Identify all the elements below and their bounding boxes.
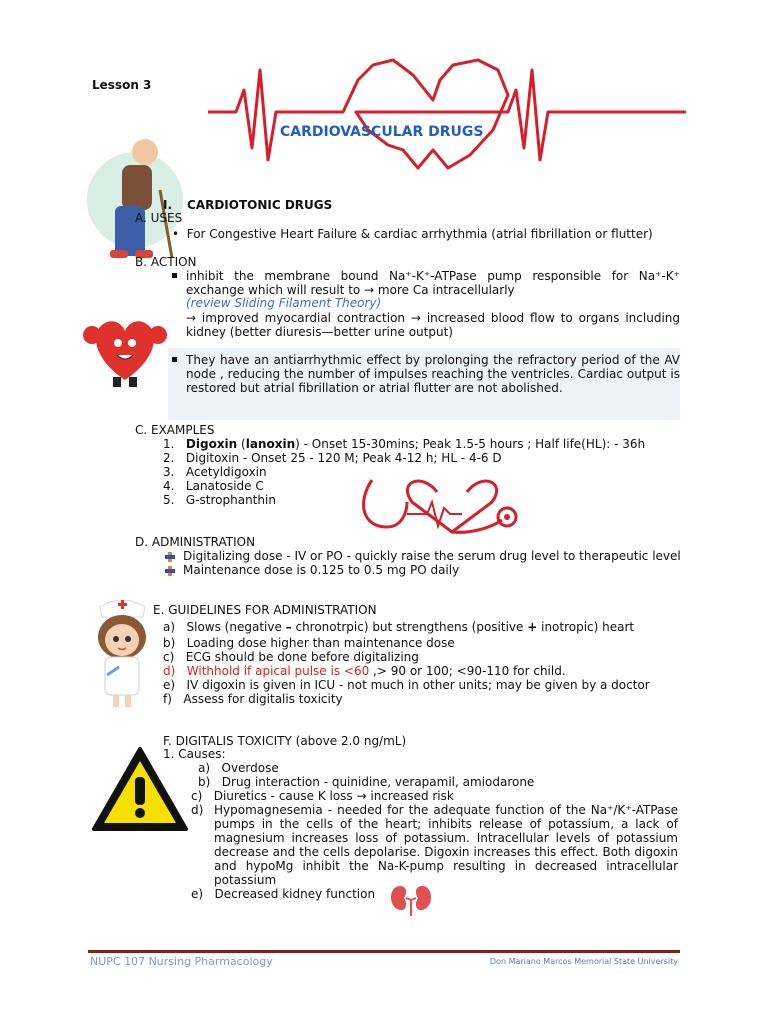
administration-item-1: Digitalizing dose - IV or PO - quickly raise the serum drug level to therapeutic level (165, 549, 681, 563)
action-item-2: They have an antiarrhythmic effect by prolonging the refractory period of the AV node , reducing the number of impulses reaching the ventricles. Cardiac output is restored but atrial fibrillation or atrial flutter are not abolished. (172, 353, 680, 395)
example-4: 4. Lanatoside C (163, 479, 264, 493)
cause-c: c) Diuretics - cause K loss → increased risk (191, 789, 454, 803)
guideline-c: c) ECG should be done before digitalizing (163, 650, 419, 664)
lesson-label: Lesson 3 (92, 78, 152, 92)
guidelines-heading: E. GUIDELINES FOR ADMINISTRATION (153, 603, 377, 617)
plus-bullet-icon (165, 552, 175, 562)
strong-heart-mascot (80, 305, 170, 390)
square-bullet-icon (172, 357, 177, 362)
nurse-illustration (85, 595, 160, 710)
heartbeat-heart-graphic (208, 50, 686, 180)
example-3: 3. Acetyldigoxin (163, 465, 267, 479)
guideline-f: f) Assess for digitalis toxicity (163, 692, 343, 706)
square-bullet-icon (172, 273, 177, 278)
toxicity-heading: F. DIGITALIS TOXICITY (above 2.0 ng/mL) (163, 734, 407, 748)
section-number: I. (163, 198, 173, 212)
cause-e: e) Decreased kidney function (191, 887, 376, 901)
stethoscope-heart-icon (352, 472, 522, 540)
footer-rule (88, 950, 680, 953)
administration-heading: D. ADMINISTRATION (135, 535, 256, 549)
uses-item: • For Congestive Heart Failure & cardiac arrhythmia (atrial fibrillation or flutter) (172, 227, 653, 241)
guideline-d: d) Withhold if apical pulse is <60 ,> 90 or 100; <90-110 for child. (163, 664, 566, 678)
cause-d-num: d) (191, 803, 204, 817)
footer-university: Don Mariano Marcos Memorial State University (489, 957, 678, 966)
review-note: (review Sliding Filament Theory) (186, 296, 382, 310)
guideline-e: e) IV digoxin is given in ICU - not much in other units; may be given by a doctor (163, 678, 650, 692)
guideline-b: b) Loading dose higher than maintenance dose (163, 636, 455, 650)
footer-course: NUPC 107 Nursing Pharmacology (90, 955, 273, 968)
examples-heading: C. EXAMPLES (135, 423, 215, 437)
guideline-a: a) Slows (negative – chronotrpic) but strengthens (positive + inotropic) heart (163, 620, 635, 634)
plus-bullet-icon (165, 566, 175, 576)
page-title: CARDIOVASCULAR DRUGS (280, 124, 484, 140)
kidney-icon (386, 882, 436, 918)
action-heading: B. ACTION (135, 255, 197, 269)
example-1: 1. Digoxin (lanoxin) - Onset 15-30mins; Peak 1.5-5 hours ; Half life(HL): - 36h (163, 437, 646, 451)
causes-heading: 1. Causes: (163, 747, 226, 761)
administration-item-2: Maintenance dose is 0.125 to 0.5 mg PO daily (165, 563, 459, 577)
action-item-1b: → improved myocardial contraction → increased blood flow to organs including kidney (better diuresis—better urine output) (186, 311, 680, 339)
cause-a: a) Overdose (198, 761, 279, 775)
section-title-cardiotonic: CARDIOTONIC DRUGS (187, 198, 333, 212)
cause-b: b) Drug interaction - quinidine, verapamil, amiodarone (198, 775, 535, 789)
bullet-dot-icon: • (172, 227, 187, 241)
example-5: 5. G-strophanthin (163, 493, 276, 507)
action-item-1: inhibit the membrane bound Na⁺-K⁺-ATPase pump responsible for Na⁺-K⁺ exchange which will result to → more Ca intracellularly (172, 269, 680, 297)
example-2: 2. Digitoxin - Onset 25 - 120 M; Peak 4-12 h; HL - 4-6 D (163, 451, 502, 465)
uses-heading: A. USES (135, 211, 183, 225)
cause-d: Hypomagnesemia - needed for the adequate function of the Na⁺/K⁺-ATPase pumps in the cells of the heart; inhibits release of potassium, a lack of magnesium increases loss of potassium. Intracellular levels of potassium decrease and the cells depolarise. Digoxin increases this effect. Both digoxin and hypoMg inhibit the Na-K-pump resulting in decreased intracellular potassium (214, 803, 678, 887)
